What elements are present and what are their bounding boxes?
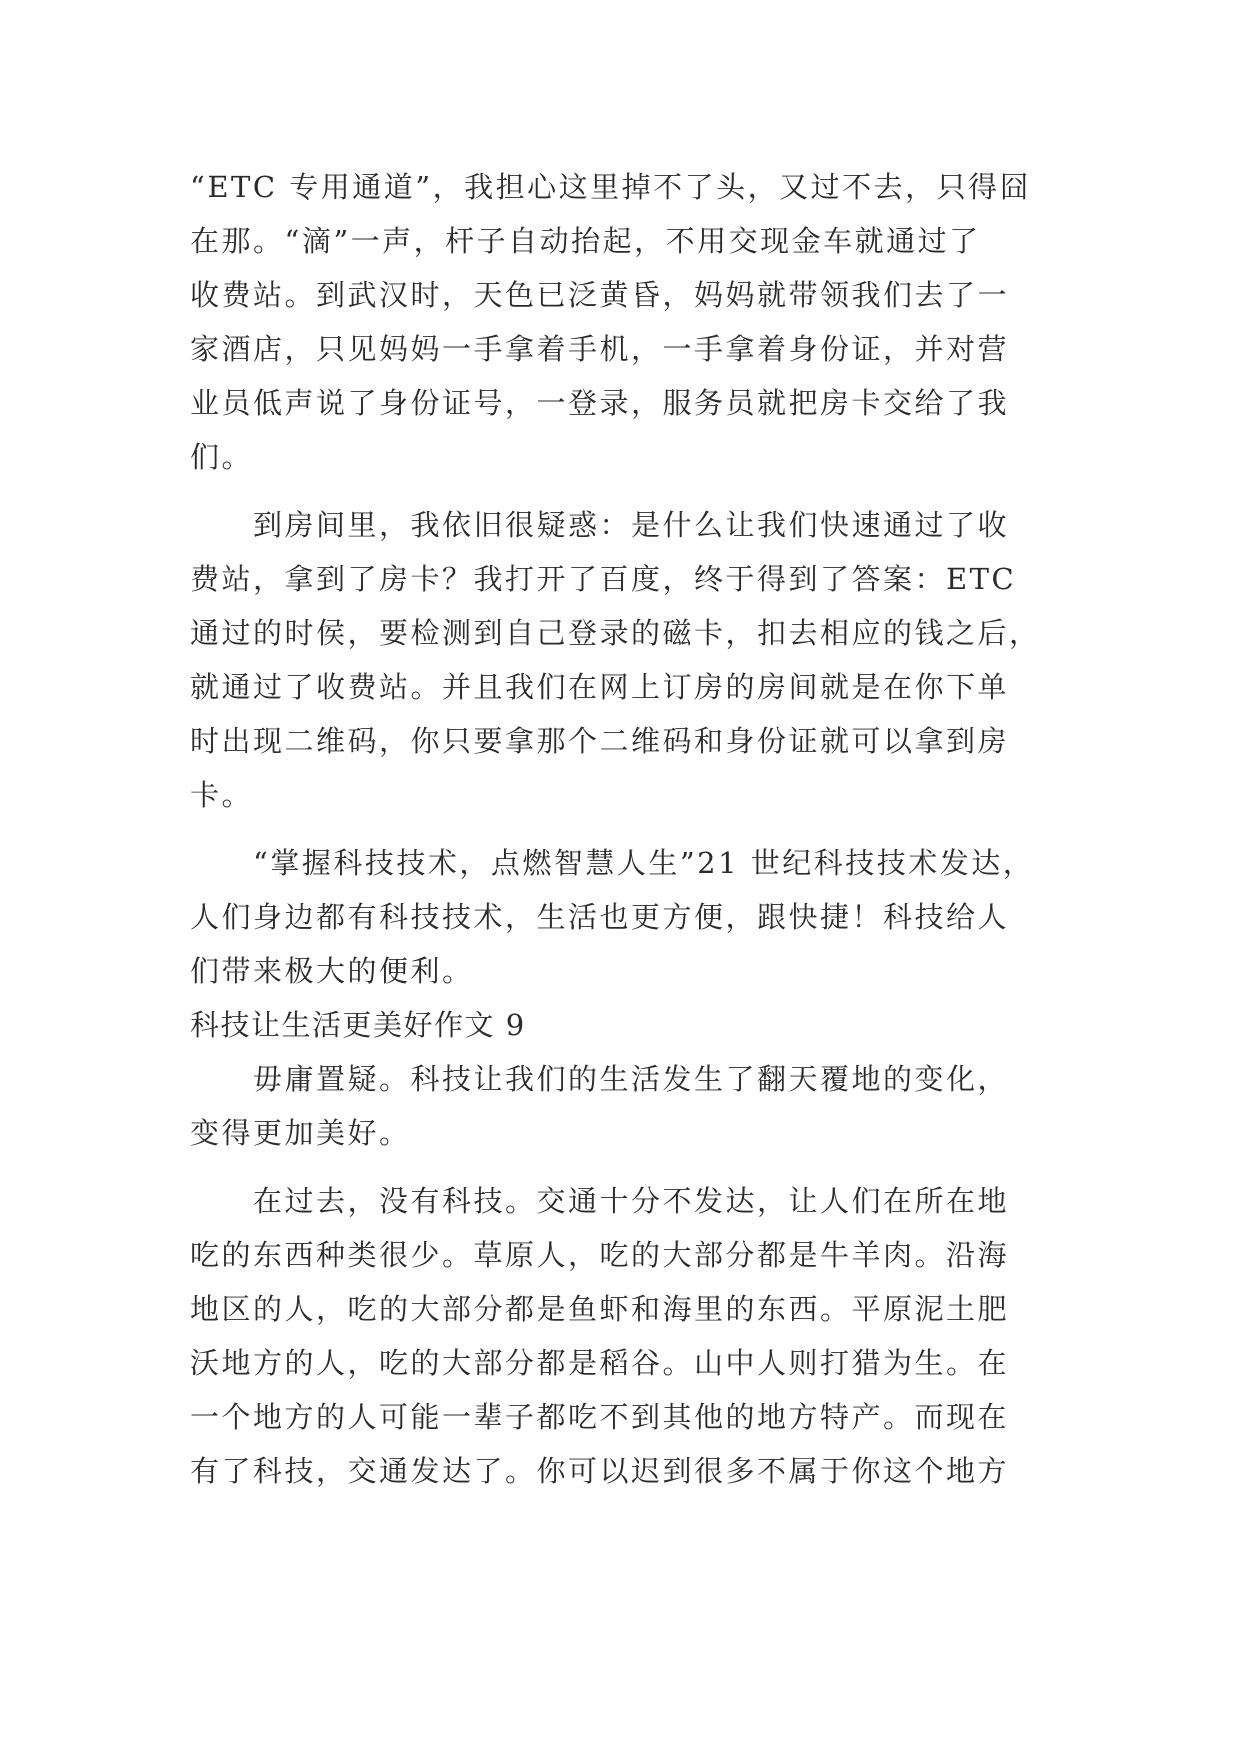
text-line: 业员低声说了身份证号，一登录，服务员就把房卡交给了我: [190, 386, 1010, 420]
text-line: “掌握科技技术，点燃智慧人生”21 世纪科技技术发达，: [190, 846, 1035, 880]
text-line: 吃的东西种类很少。草原人，吃的大部分都是牛羊肉。沿海: [190, 1238, 1010, 1272]
text-line: “ETC 专用通道”，我担心这里掉不了头，又过不去，只得囧: [190, 170, 1032, 204]
text-line: 们带来极大的便利。: [190, 954, 474, 988]
text-line: 收费站。到武汉时，天色已泛黄昏，妈妈就带领我们去了一: [190, 278, 1010, 312]
text-line: 通过的时侯，要检测到自己登录的磁卡，扣去相应的钱之后，: [190, 616, 1041, 650]
text-line: 地区的人，吃的大部分都是鱼虾和海里的东西。平原泥土肥: [190, 1292, 1010, 1326]
text-line: 毋庸置疑。科技让我们的生活发生了翻天覆地的变化，: [190, 1062, 1010, 1096]
text-line: 时出现二维码，你只要拿那个二维码和身份证就可以拿到房: [190, 724, 1010, 758]
text-line: 在过去，没有科技。交通十分不发达，让人们在所在地: [190, 1184, 1010, 1218]
text-line: 有了科技，交通发达了。你可以迟到很多不属于你这个地方: [190, 1454, 1010, 1488]
text-line: 变得更加美好。: [190, 1116, 411, 1150]
body-text: [190, 160, 1070, 1498]
text-line: 费站，拿到了房卡？我打开了百度，终于得到了答案：ETC: [190, 562, 1017, 596]
text-line: 们。: [190, 440, 254, 474]
text-line: 在那。“滴”一声，杆子自动抬起，不用交现金车就通过了: [190, 224, 981, 258]
text-line: 一个地方的人可能一辈子都吃不到其他的地方特产。而现在: [190, 1400, 1010, 1434]
text-line: 就通过了收费站。并且我们在网上订房的房间就是在你下单: [190, 670, 1010, 704]
text-line: 家酒店，只见妈妈一手拿着手机，一手拿着身份证，并对营: [190, 332, 1010, 366]
text-line: 沃地方的人，吃的大部分都是稻谷。山中人则打猎为生。在: [190, 1346, 1010, 1380]
section-heading: 科技让生活更美好作文 9: [190, 1008, 526, 1042]
text-line: 到房间里，我依旧很疑惑：是什么让我们快速通过了收: [190, 508, 1010, 542]
text-line: 人们身边都有科技技术，生活也更方便，跟快捷！科技给人: [190, 900, 1010, 934]
text-line: 卡。: [190, 778, 254, 812]
